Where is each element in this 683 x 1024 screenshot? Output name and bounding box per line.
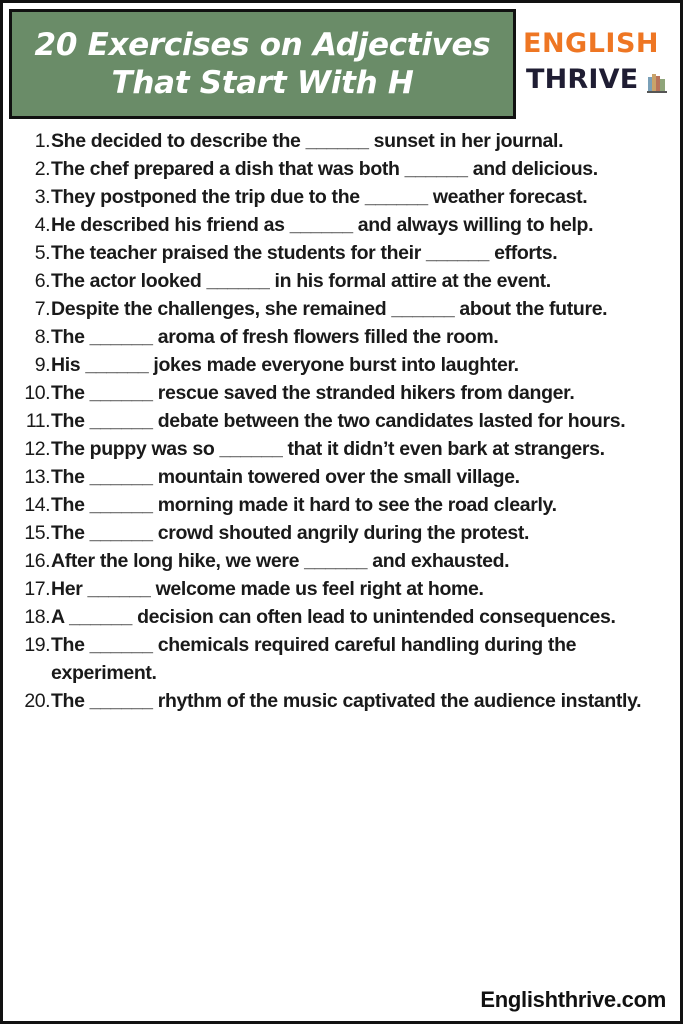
exercise-number: 11.	[25, 410, 50, 432]
page-title-line-2: That Start With H	[111, 65, 414, 101]
exercise-number: 19.	[24, 634, 50, 656]
exercise-text: The ______ mountain towered over the small village.	[51, 466, 520, 488]
exercise-item	[11, 211, 676, 239]
exercise-number: 4.	[34, 214, 50, 236]
exercise-number: 7.	[34, 298, 50, 320]
website-footer: Englishthrive.com	[480, 987, 666, 1012]
exercise-text: Despite the challenges, she remained ______ about the future.	[51, 298, 608, 320]
exercise-text: The ______ rescue saved the stranded hikers from danger.	[51, 382, 575, 404]
exercise-number: 6.	[34, 270, 50, 292]
exercise-text: They postponed the trip due to the ______ weather forecast.	[51, 186, 588, 208]
exercise-number: 8.	[34, 326, 50, 348]
exercise-item	[11, 155, 676, 183]
exercise-text: The chef prepared a dish that was both ______ and delicious.	[51, 158, 598, 180]
exercise-text: The teacher praised the students for their ______ efforts.	[51, 242, 558, 264]
page-title-line-1: 20 Exercises on Adjectives	[34, 27, 491, 63]
exercise-item	[11, 435, 676, 463]
exercise-number: 17.	[24, 578, 50, 600]
exercise-number: 5.	[34, 242, 50, 264]
exercise-text: The actor looked ______ in his formal attire at the event.	[51, 270, 551, 292]
exercise-number: 14.	[24, 494, 50, 516]
exercise-text: The ______ debate between the two candidates lasted for hours.	[51, 410, 626, 432]
exercise-item	[11, 379, 676, 407]
exercise-number: 3.	[34, 186, 50, 208]
exercise-number: 12.	[24, 438, 50, 460]
logo-thrive-text: THRIVE	[526, 64, 639, 95]
exercise-text: He described his friend as ______ and always willing to help.	[51, 214, 594, 236]
exercise-text: The ______ crowd shouted angrily during the protest.	[51, 522, 530, 544]
exercise-item	[11, 519, 676, 547]
exercise-number: 10.	[24, 382, 50, 404]
exercise-item	[11, 127, 676, 155]
exercise-item	[11, 631, 676, 687]
exercise-number: 18.	[24, 606, 50, 628]
exercise-item	[11, 407, 676, 435]
exercise-text: His ______ jokes made everyone burst into laughter.	[51, 354, 519, 376]
exercise-item	[11, 491, 676, 519]
exercise-item	[11, 239, 676, 267]
exercise-number: 15.	[24, 522, 50, 544]
exercise-text: Her ______ welcome made us feel right at home.	[51, 578, 484, 600]
exercise-item	[11, 351, 676, 379]
exercise-text: A ______ decision can often lead to unintended consequences.	[51, 606, 616, 628]
exercise-item	[11, 267, 676, 295]
exercise-text: After the long hike, we were ______ and exhausted.	[51, 550, 510, 572]
exercise-text: The puppy was so ______ that it didn’t even bark at strangers.	[51, 438, 605, 460]
exercise-text: The ______ chemicals required careful handling during the experiment.	[51, 634, 577, 684]
exercise-number: 20.	[24, 690, 50, 712]
exercise-text: The ______ aroma of fresh flowers filled the room.	[51, 326, 499, 348]
exercise-item	[11, 295, 676, 323]
english-thrive-logo	[523, 27, 673, 107]
exercise-number: 13.	[24, 466, 50, 488]
exercise-number: 16.	[24, 550, 50, 572]
exercise-item	[11, 687, 676, 715]
exercise-number: 1.	[34, 130, 50, 152]
title-banner	[9, 9, 516, 119]
exercise-item	[11, 603, 676, 631]
exercise-item	[11, 323, 676, 351]
exercise-item	[11, 463, 676, 491]
exercise-item	[11, 183, 676, 211]
exercise-number: 2.	[34, 158, 50, 180]
exercise-item	[11, 575, 676, 603]
exercise-list	[11, 127, 676, 715]
exercise-number: 9.	[34, 354, 50, 376]
books-icon	[647, 71, 667, 93]
logo-english-text: ENGLISH	[523, 28, 659, 59]
exercise-text: The ______ morning made it hard to see the road clearly.	[51, 494, 557, 516]
exercise-text: The ______ rhythm of the music captivated the audience instantly.	[51, 690, 642, 712]
exercise-item	[11, 547, 676, 575]
exercise-text: She decided to describe the ______ sunset in her journal.	[51, 130, 564, 152]
